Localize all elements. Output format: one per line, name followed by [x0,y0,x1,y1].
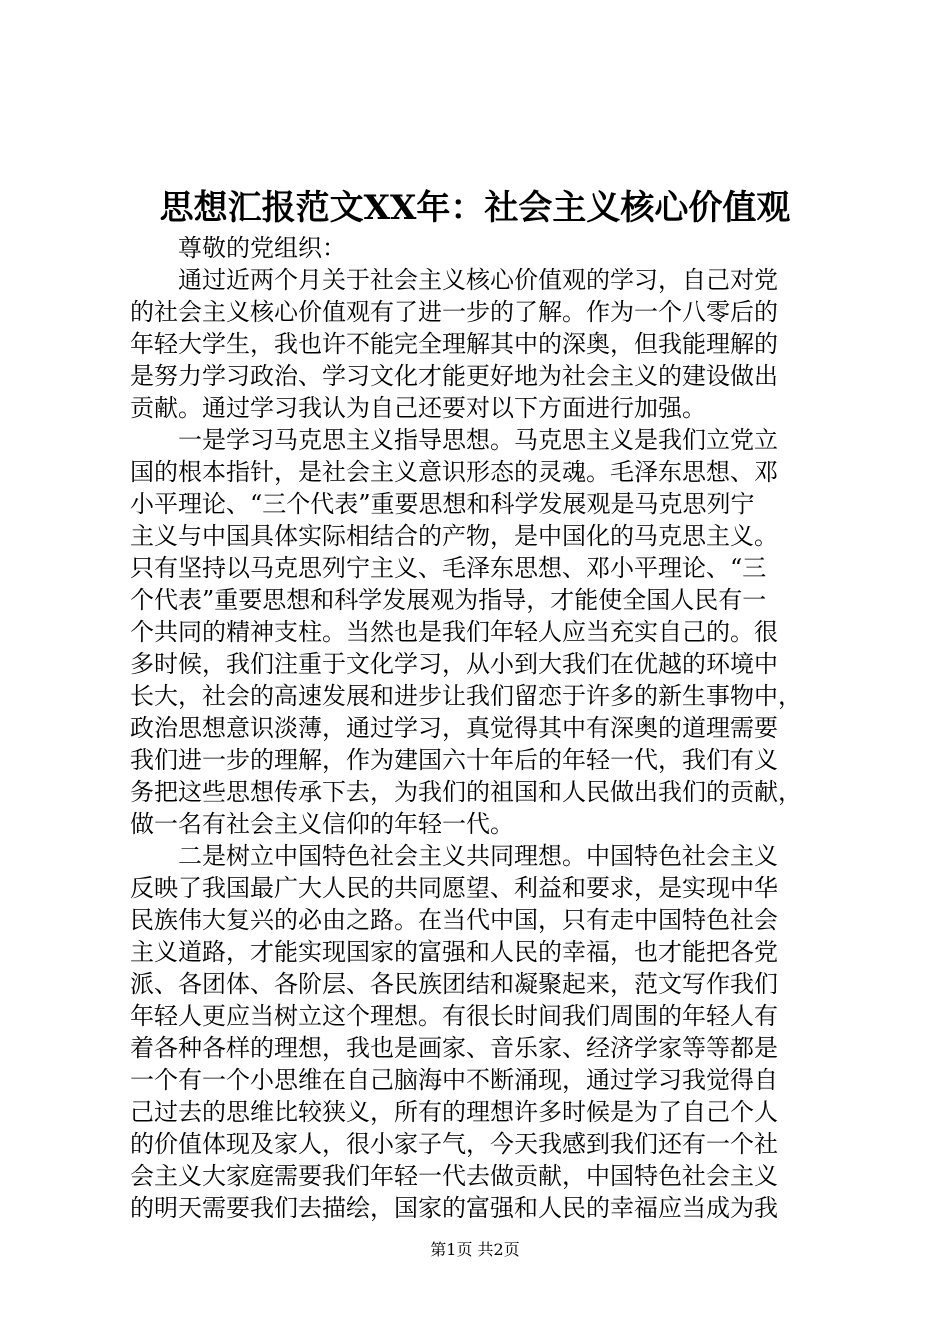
body-line: 一是学习马克思主义指导思想。马克思主义是我们立党立 [178,426,778,454]
document-title: 思想汇报范文XX年：社会主义核心价值观 [159,188,791,228]
body-line: 个代表”重要思想和科学发展观为指导，才能使全国人民有一 [130,586,767,614]
body-line: 小平理论、“三个代表”重要思想和科学发展观是马克思列宁 [130,490,755,518]
body-line: 我们进一步的理解，作为建国六十年后的年轻一代，我们有义 [130,746,778,774]
body-line: 国的根本指针，是社会主义意识形态的灵魂。毛泽东思想、邓 [130,458,778,486]
body-line: 的价值体现及家人，很小家子气，今天我感到我们还有一个社 [130,1130,778,1158]
body-line: 多时候，我们注重于文化学习，从小到大我们在优越的环境中 [130,650,778,678]
document-body [130,232,827,1224]
body-line: 做一名有社会主义信仰的年轻一代。 [130,810,514,838]
body-line: 派、各团体、各阶层、各民族团结和凝聚起来，范文写作我们 [130,970,778,998]
body-line: 贡献。通过学习我认为自己还要对以下方面进行加强。 [130,394,706,422]
body-line: 民族伟大复兴的必由之路。在当代中国，只有走中国特色社会 [130,906,778,934]
body-line: 着各种各样的理想，我也是画家、音乐家、经济学家等等都是 [130,1034,778,1062]
body-line: 政治思想意识淡薄，通过学习，真觉得其中有深奥的道理需要 [130,714,778,742]
body-line: 反映了我国最广大人民的共同愿望、利益和要求，是实现中华 [130,874,778,902]
body-line: 年轻大学生，我也许不能完全理解其中的深奥，但我能理解的 [130,330,778,358]
body-line: 通过近两个月关于社会主义核心价值观的学习，自己对党 [178,266,778,294]
body-line: 一个有一个小思维在自己脑海中不断涌现，通过学习我觉得自 [130,1066,778,1094]
body-line: 年轻人更应当树立这个理想。有很长时间我们周围的年轻人有 [130,1002,778,1030]
salutation: 尊敬的党组织： [178,234,346,262]
body-line: 务把这些思想传承下去，为我们的祖国和人民做出我们的贡献， [130,778,802,806]
body-line: 个共同的精神支柱。当然也是我们年轻人应当充实自己的。很 [130,618,778,646]
body-line: 只有坚持以马克思列宁主义、毛泽东思想、邓小平理论、“三 [130,554,767,582]
body-line: 的社会主义核心价值观有了进一步的了解。作为一个八零后的 [130,298,778,326]
body-line: 二是树立中国特色社会主义共同理想。中国特色社会主义 [178,842,778,870]
body-line: 主义与中国具体实际相结合的产物，是中国化的马克思主义。 [130,522,778,550]
body-line: 是努力学习政治、学习文化才能更好地为社会主义的建设做出 [130,362,778,390]
body-line: 会主义大家庭需要我们年轻一代去做贡献，中国特色社会主义 [130,1162,778,1190]
page-footer: 第1页 共2页 [430,1240,520,1259]
body-line: 长大，社会的高速发展和进步让我们留恋于许多的新生事物中， [130,682,802,710]
body-line: 的明天需要我们去描绘，国家的富强和人民的幸福应当成为我 [130,1194,778,1222]
body-line: 己过去的思维比较狭义，所有的理想许多时候是为了自己个人 [130,1098,778,1126]
body-line: 主义道路，才能实现国家的富强和人民的幸福，也才能把各党 [130,938,778,966]
